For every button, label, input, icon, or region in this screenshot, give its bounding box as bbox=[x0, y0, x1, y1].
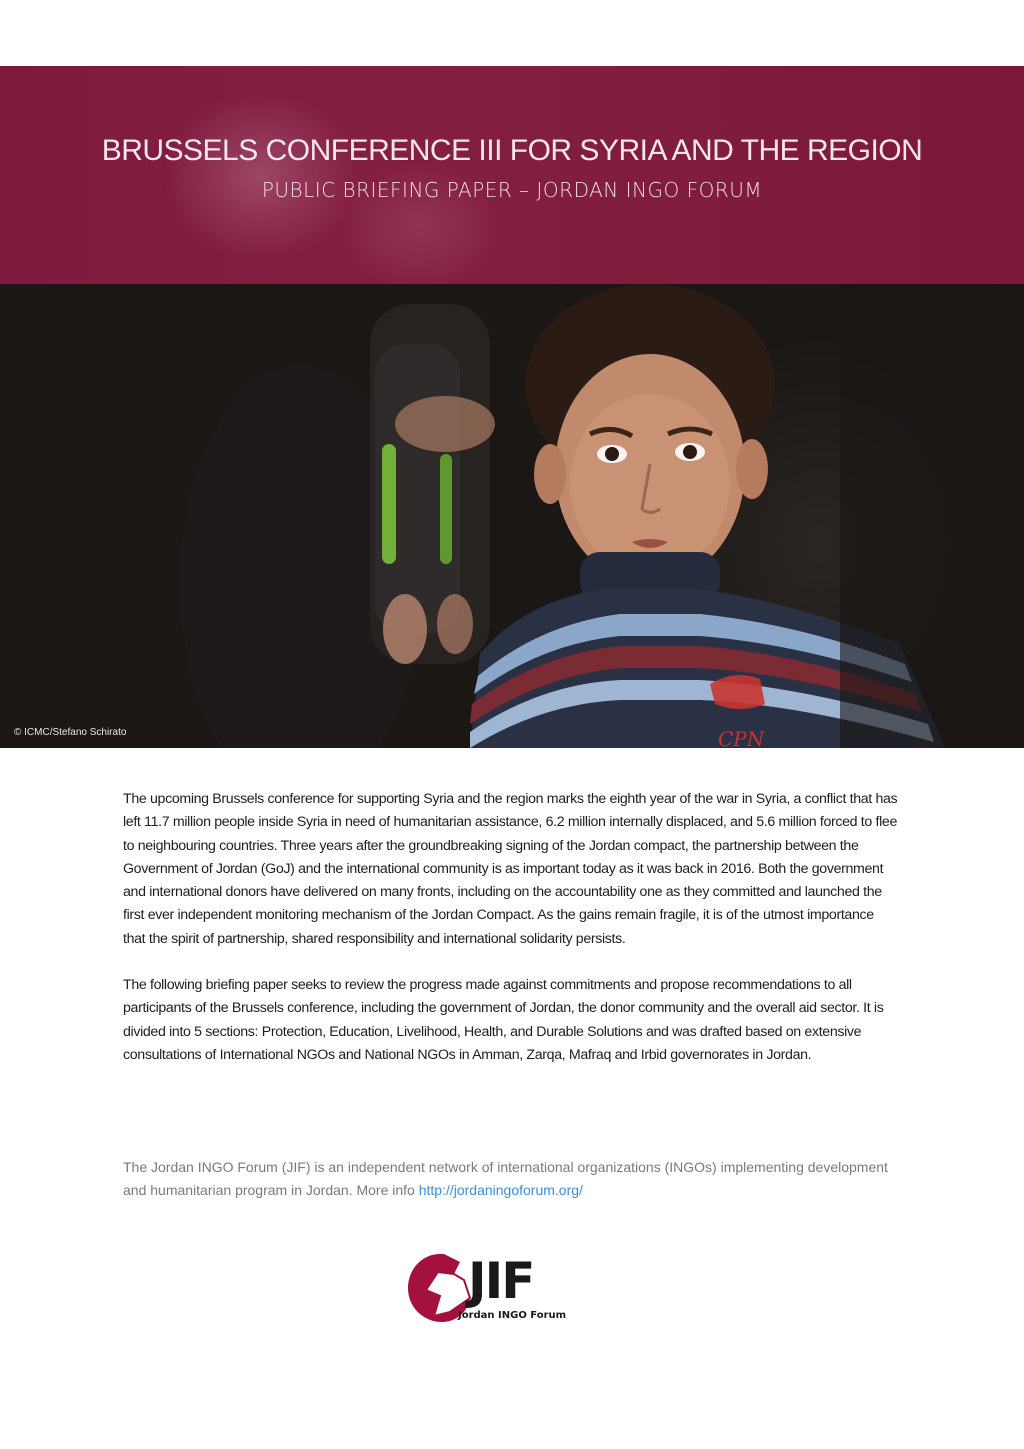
cover-photo bbox=[0, 284, 1024, 748]
jif-logo bbox=[404, 1250, 567, 1330]
jif-website-link[interactable]: http://jordaningoforum.org/ bbox=[418, 1182, 583, 1198]
title-band bbox=[0, 66, 1024, 284]
sweater-print: CPN bbox=[718, 727, 765, 748]
page-title: BRUSSELS CONFERENCE III FOR SYRIA AND THE REGION bbox=[101, 134, 923, 167]
cover-photo-illustration bbox=[0, 284, 1024, 748]
body-text bbox=[123, 788, 899, 1090]
page-subtitle: PUBLIC BRIEFING PAPER – JORDAN INGO FORUM bbox=[261, 178, 763, 202]
intro-paragraph: The upcoming Brussels conference for supporting Syria and the region marks the eighth year of the war in Syria, a conflict that has left 11.7 million people inside Syria in need of humanitarian assistance, 6.2 million internally displaced, and 5.6 million forced to flee to neighbouring countries. Three years after the groundbreaking signing of the Jordan compact, the partnership between the Government of Jordan (GoJ) and the international community is as important today as it was back in 2016. Both the government and international donors have delivered on many fronts, including on the accountability one as they committed and launched the first ever independent monitoring mechanism of the Jordan Compact. As the gains remain fragile, it is of the utmost importance that the spirit of partnership, shared responsibility and international solidarity persists. bbox=[123, 791, 898, 947]
logo-caption: Jordan INGO Forum bbox=[458, 1310, 567, 1321]
about-jif bbox=[123, 1156, 899, 1202]
scope-paragraph: The following briefing paper seeks to review the progress made against commitments and propose recommendations to all participants of the Brussels conference, including the government of Jordan, the donor community and the overall aid sector. It is divided into 5 sections: Protection, Education, Livelihood, Health, and Durable Solutions and was drafted based on extensive consultations of International NGOs and National NGOs in Amman, Zarqa, Mafraq and Irbid governorates in Jordan. bbox=[123, 977, 884, 1063]
logo-mark: JIF bbox=[468, 1252, 534, 1310]
about-text: The Jordan INGO Forum (JIF) is an independent network of international organizations (INGOs) implementing development and humanitarian program in Jordan. More info bbox=[123, 1159, 888, 1198]
photo-credit: © ICMC/Stefano Schirato bbox=[14, 727, 127, 738]
